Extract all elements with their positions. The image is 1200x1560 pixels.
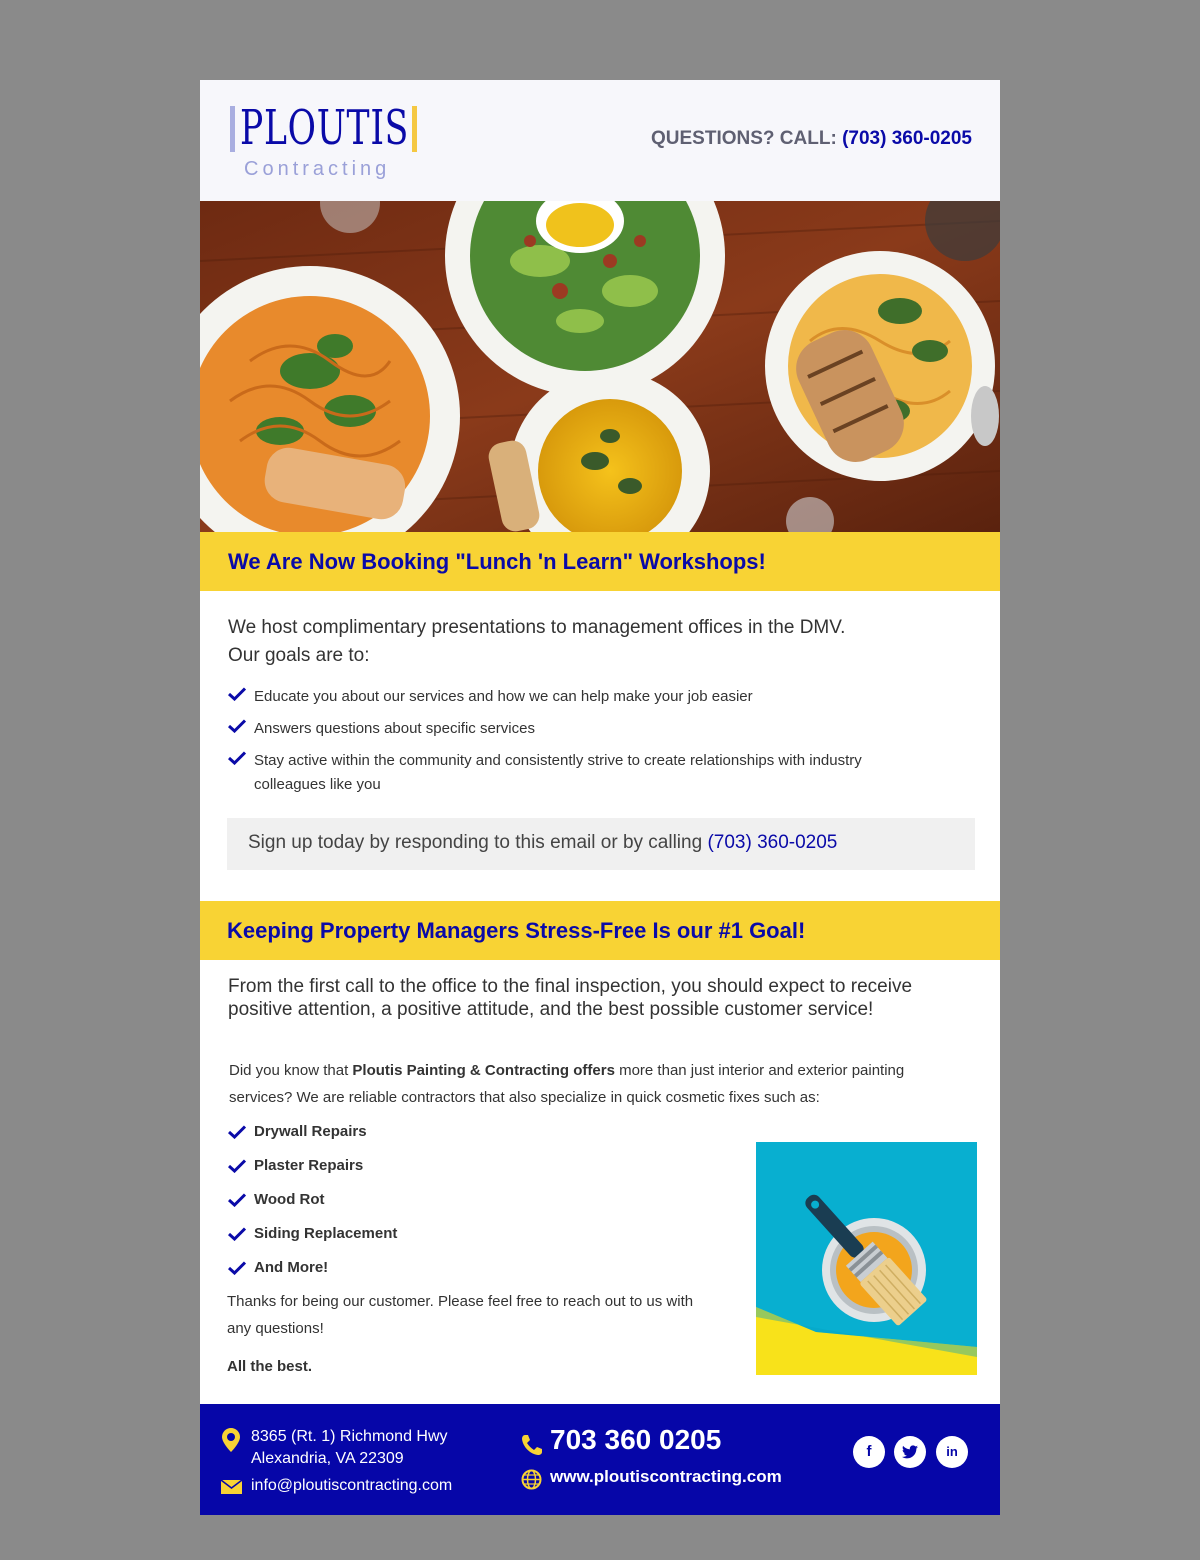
list-item — [228, 717, 928, 741]
address-line-2: Alexandria, VA 22309 — [251, 1450, 404, 1467]
description-post: more than just interior and exterior painting services? We are reliable contractors that also specialize in quick cosmetic fixes such as: — [229, 1062, 905, 1106]
location-pin-icon — [222, 1428, 240, 1452]
service-text: Drywall Repairs — [254, 1123, 367, 1140]
check-icon — [228, 687, 246, 701]
goal-intro: From the first call to the office to the final inspection, you should expect to receive positive attention, a positive attitude, and the best possible customer service! — [228, 976, 913, 1020]
description-company: Ploutis Painting & Contracting offers — [352, 1062, 615, 1079]
service-text: And More! — [254, 1259, 329, 1276]
footer-phone-link[interactable]: 703 360 0205 — [550, 1424, 722, 1455]
paint-brush-image — [756, 1142, 977, 1375]
paint-brush-illustration — [756, 1142, 977, 1375]
check-icon — [228, 1227, 246, 1241]
description-pre: Did you know that — [229, 1062, 353, 1079]
list-item — [228, 1258, 548, 1278]
facebook-icon[interactable]: f — [853, 1436, 885, 1468]
hero-food-illustration — [200, 201, 1000, 532]
goal-text: Educate you about our services and how we can help make your job easier — [254, 688, 753, 705]
workshop-intro: We host complimentary presentations to management offices in the DMV. Our goals are to: — [228, 617, 846, 666]
services-description — [229, 1057, 969, 1111]
check-icon — [228, 1125, 246, 1139]
questions-label: QUESTIONS? CALL: — [651, 128, 843, 149]
check-icon — [228, 1261, 246, 1275]
logo-subtitle: Contracting — [244, 158, 391, 180]
service-text: Siding Replacement — [254, 1225, 398, 1242]
logo-wordmark: PLOUTIS — [240, 100, 410, 156]
linkedin-icon[interactable]: in — [936, 1436, 968, 1468]
list-item — [228, 1156, 548, 1176]
phone-icon — [520, 1433, 544, 1457]
twitter-icon[interactable] — [894, 1436, 926, 1468]
signup-phone-link[interactable]: (703) 360-0205 — [707, 832, 838, 853]
header-contact — [651, 128, 972, 150]
goal-title: Keeping Property Managers Stress-Free Is our #1 Goal! — [227, 918, 806, 943]
signoff-text: All the best. — [227, 1358, 313, 1375]
workshop-banner — [200, 532, 1000, 591]
list-item — [228, 749, 928, 797]
hero-food-image — [200, 201, 1000, 532]
envelope-icon — [221, 1480, 242, 1494]
email-footer — [200, 1404, 1000, 1515]
header-phone-link[interactable]: (703) 360-0205 — [842, 128, 972, 149]
twitter-bird-glyph — [902, 1445, 918, 1459]
email-body — [200, 80, 1000, 1515]
workshop-title: We Are Now Booking "Lunch 'n Learn" Workshops! — [228, 549, 766, 574]
logo-bar-right — [412, 106, 417, 152]
signup-label: Sign up today by responding to this email or by calling — [248, 832, 708, 853]
services-list — [228, 1122, 548, 1292]
logo-bar-left — [230, 106, 235, 152]
goal-text: Stay active within the community and consistently strive to create relationships with industry colleagues like you — [254, 752, 862, 793]
signup-callout — [227, 818, 975, 870]
signup-text — [248, 832, 837, 854]
globe-icon — [521, 1469, 542, 1490]
email-header — [200, 80, 1000, 201]
footer-address — [251, 1426, 448, 1470]
list-item — [228, 1122, 548, 1142]
list-item — [228, 1224, 548, 1244]
footer-website-link[interactable]: www.ploutiscontracting.com — [550, 1467, 782, 1486]
list-item — [228, 685, 928, 709]
list-item — [228, 1190, 548, 1210]
service-text: Plaster Repairs — [254, 1157, 364, 1174]
thanks-text: Thanks for being our customer. Please feel free to reach out to us with any questions! — [227, 1293, 694, 1337]
goal-text: Answers questions about specific services — [254, 720, 535, 737]
goal-banner — [200, 901, 1000, 960]
service-text: Wood Rot — [254, 1191, 325, 1208]
footer-email-link[interactable]: info@ploutiscontracting.com — [251, 1477, 453, 1494]
check-icon — [228, 751, 246, 765]
goals-list — [228, 685, 928, 805]
check-icon — [228, 719, 246, 733]
company-logo[interactable] — [228, 102, 428, 182]
address-line-1: 8365 (Rt. 1) Richmond Hwy — [251, 1428, 448, 1445]
check-icon — [228, 1193, 246, 1207]
check-icon — [228, 1159, 246, 1173]
